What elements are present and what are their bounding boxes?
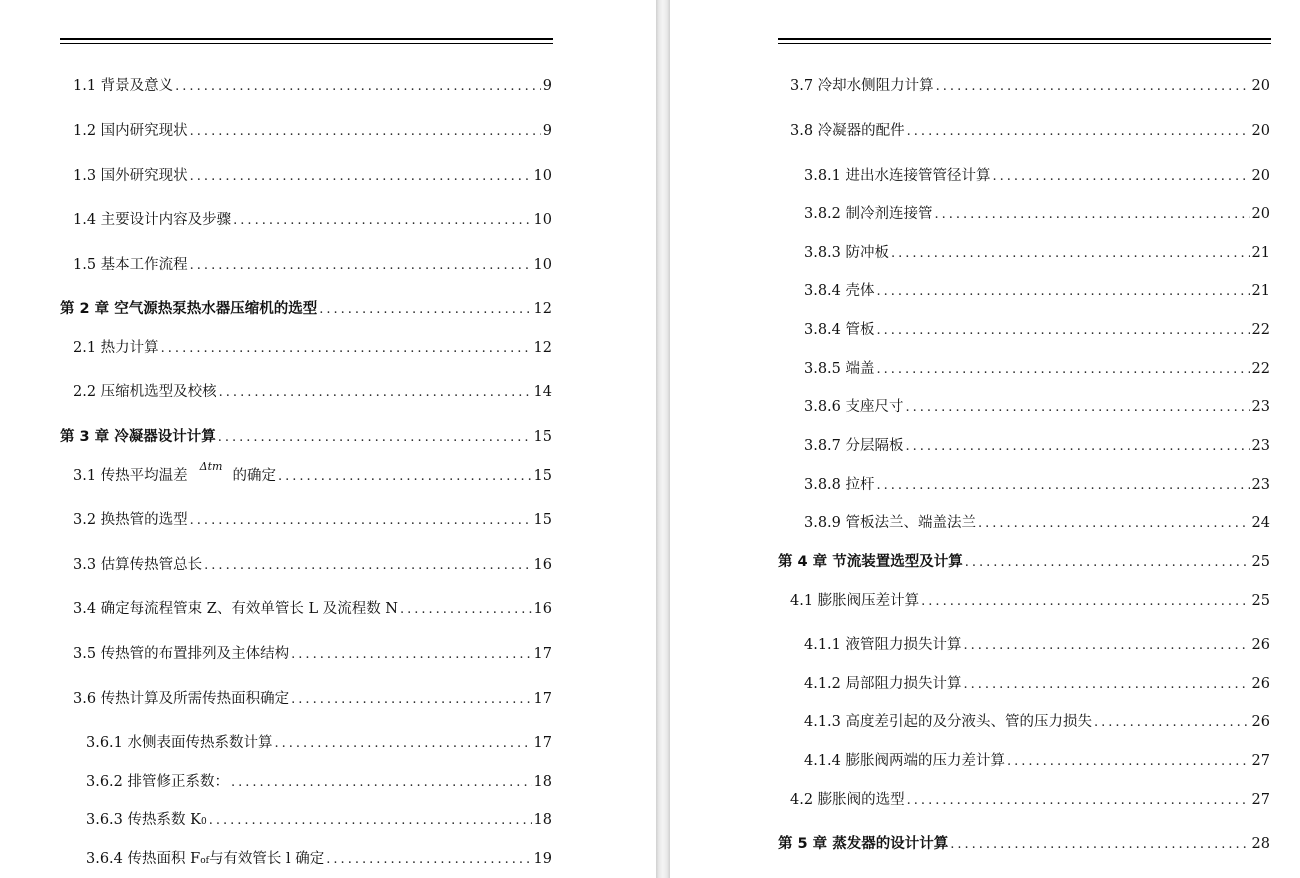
toc-entry[interactable]: 4.1.4 膨胀阀两端的压力差计算 ..... 27 [804, 751, 1270, 772]
toc-chapter-entry[interactable]: 第 4 章 节流装置选型及计算 ..... 25 [778, 552, 1270, 573]
page-number: 15 [533, 429, 552, 445]
page-number: 21 [1251, 245, 1270, 261]
leader-dots [921, 592, 1249, 612]
toc-entry[interactable]: 1.5 基本工作流程 ..... 10 [73, 255, 552, 276]
page-number: 10 [533, 257, 552, 273]
page-number: 15 [533, 468, 552, 484]
toc-entry[interactable]: 2.1 热力计算 ..... 12 [73, 338, 552, 359]
page-number: 17 [533, 691, 552, 707]
toc-entry[interactable]: 3.1 传热平均温差 Δtm 的确定 ..... 15 [73, 466, 552, 487]
page-number: 19 [533, 851, 552, 867]
page-number: 23 [1251, 399, 1270, 415]
page-number: 21 [1251, 283, 1270, 299]
page-number: 16 [533, 601, 552, 617]
toc-entry[interactable]: 3.6.3 传热系数 K 0 ..... 18 [86, 810, 552, 832]
toc-list-right [670, 0, 1300, 878]
toc-entry[interactable]: 3.8.2 制冷剂连接管 ..... 20 [804, 204, 1270, 225]
toc-entry[interactable]: 3.6.4 传热面积 F of 与有效管长 l 确定 ..... 19 [86, 849, 552, 871]
toc-chapter-entry[interactable]: 第 2 章 空气源热泵热水器压缩机的选型 ..... 12 [60, 299, 552, 320]
toc-entry[interactable]: 4.2 膨胀阀的选型 ..... 27 [790, 790, 1270, 811]
toc-entry[interactable]: 3.4 确定每流程管束 Z、有效单管长 L 及流程数 N ..... 16 [73, 599, 552, 620]
toc-entry[interactable]: 3.8.8 拉杆 ..... 23 [804, 475, 1270, 496]
page-number: 18 [533, 774, 552, 790]
leader-dots [233, 211, 531, 231]
leader-dots [319, 300, 531, 320]
leader-dots [907, 122, 1250, 142]
page-number: 24 [1251, 515, 1270, 531]
toc-entry[interactable]: 3.6 传热计算及所需传热面积确定 ..... 17 [73, 689, 552, 710]
leader-dots [278, 467, 532, 487]
leader-dots [175, 77, 541, 97]
toc-entry[interactable]: 3.8 冷凝器的配件 ..... 20 [790, 121, 1270, 142]
toc-entry[interactable]: 3.5 传热管的布置排列及主体结构 ..... 17 [73, 644, 552, 665]
toc-entry[interactable]: 3.6.1 水侧表面传热系数计算 ..... 17 [86, 733, 552, 754]
toc-entry[interactable]: 1.2 国内研究现状 ..... 9 [73, 121, 552, 142]
toc-entry[interactable]: 4.1.2 局部阻力损失计算 ..... 26 [804, 674, 1270, 695]
leader-dots [936, 77, 1250, 97]
toc-entry[interactable]: 3.8.1 进出水连接管管径计算 ..... 20 [804, 166, 1270, 187]
page-number: 26 [1251, 676, 1270, 692]
toc-entry[interactable]: 3.3 估算传热管总长 ..... 16 [73, 555, 552, 576]
toc-entry[interactable]: 4.1 膨胀阀压差计算 ..... 25 [790, 591, 1270, 612]
page-number: 14 [533, 384, 552, 400]
leader-dots [891, 244, 1250, 264]
leader-dots [190, 167, 532, 187]
page-number: 28 [1251, 836, 1270, 852]
toc-entry[interactable]: 2.2 压缩机选型及校核 ..... 14 [73, 382, 552, 403]
page-number: 9 [542, 123, 552, 139]
page-number: 27 [1251, 792, 1270, 808]
leader-dots [275, 734, 532, 754]
leader-dots [400, 600, 532, 620]
toc-entry[interactable]: 4.1.3 高度差引起的及分液头、管的压力损失 ..... 26 [804, 712, 1270, 733]
toc-entry[interactable]: 1.3 国外研究现状 ..... 10 [73, 166, 552, 187]
toc-entry[interactable]: 3.8.4 壳体 ..... 21 [804, 281, 1270, 302]
page-gutter [656, 0, 670, 878]
document-page-right [670, 0, 1300, 878]
page-number: 10 [533, 168, 552, 184]
delta-tm-symbol: Δtm [199, 460, 223, 473]
leader-dots [877, 360, 1250, 380]
page-number: 12 [533, 340, 552, 356]
page-number: 22 [1251, 322, 1270, 338]
leader-dots [993, 167, 1250, 187]
leader-dots [204, 556, 531, 576]
leader-dots [906, 398, 1250, 418]
page-number: 10 [533, 212, 552, 228]
toc-entry[interactable]: 4.1.1 液管阻力损失计算 ..... 26 [804, 635, 1270, 656]
leader-dots [978, 514, 1250, 534]
toc-entry[interactable]: 3.8.6 支座尺寸 ..... 23 [804, 397, 1270, 418]
leader-dots [219, 383, 532, 403]
toc-chapter-entry[interactable]: 第 3 章 冷凝器设计计算 ..... 15 [60, 427, 552, 448]
toc-entry[interactable]: 1.4 主要设计内容及步骤 ..... 10 [73, 210, 552, 231]
page-number: 12 [533, 301, 552, 317]
page-number: 26 [1251, 637, 1270, 653]
leader-dots [935, 205, 1250, 225]
page-number: 20 [1251, 206, 1270, 222]
page-number: 15 [533, 512, 552, 528]
toc-entry[interactable]: 3.2 换热管的选型 ..... 15 [73, 510, 552, 531]
leader-dots [907, 791, 1250, 811]
page-number: 27 [1251, 753, 1270, 769]
leader-dots [231, 773, 532, 793]
leader-dots [964, 636, 1250, 656]
page-number: 20 [1251, 168, 1270, 184]
leader-dots [218, 428, 532, 448]
page-number: 26 [1251, 714, 1270, 730]
page-number: 25 [1251, 593, 1270, 609]
leader-dots [877, 476, 1250, 496]
leader-dots [291, 645, 531, 665]
toc-entry[interactable]: 3.8.9 管板法兰、端盖法兰 ..... 24 [804, 513, 1270, 534]
page-number: 16 [533, 557, 552, 573]
page-number: 18 [533, 812, 552, 828]
toc-chapter-entry[interactable]: 第 5 章 蒸发器的设计计算 ..... 28 [778, 834, 1270, 855]
toc-entry[interactable]: 1.1 背景及意义 ..... 9 [73, 76, 552, 97]
leader-dots [877, 321, 1250, 341]
toc-entry[interactable]: 3.6.2 排管修正系数： ..... 18 [86, 772, 552, 793]
toc-entry[interactable]: 3.7 冷却水侧阻力计算 ..... 20 [790, 76, 1270, 97]
subscript: 0 [200, 817, 207, 827]
toc-entry[interactable]: 3.8.4 管板 ..... 22 [804, 320, 1270, 341]
leader-dots [291, 690, 531, 710]
toc-entry[interactable]: 3.8.7 分层隔板 ..... 23 [804, 436, 1270, 457]
toc-entry[interactable]: 3.8.5 端盖 ..... 22 [804, 359, 1270, 380]
leader-dots [326, 850, 531, 870]
leader-dots [190, 122, 541, 142]
leader-dots [190, 511, 532, 531]
toc-entry[interactable]: 3.8.3 防冲板 ..... 21 [804, 243, 1270, 264]
leader-dots [950, 835, 1249, 855]
page-number: 22 [1251, 361, 1270, 377]
page-number: 17 [533, 735, 552, 751]
leader-dots [906, 437, 1250, 457]
leader-dots [1007, 752, 1250, 772]
page-number: 23 [1251, 477, 1270, 493]
leader-dots [1094, 713, 1250, 733]
page-number: 25 [1251, 554, 1270, 570]
leader-dots [964, 675, 1250, 695]
page-number: 20 [1251, 78, 1270, 94]
leader-dots [190, 256, 532, 276]
page-number: 23 [1251, 438, 1270, 454]
leader-dots [965, 553, 1250, 573]
leader-dots [209, 811, 532, 831]
subscript: of [200, 856, 209, 866]
leader-dots [161, 339, 532, 359]
leader-dots [877, 282, 1250, 302]
page-number: 20 [1251, 123, 1270, 139]
page-number: 9 [542, 78, 552, 94]
page-number: 17 [533, 646, 552, 662]
